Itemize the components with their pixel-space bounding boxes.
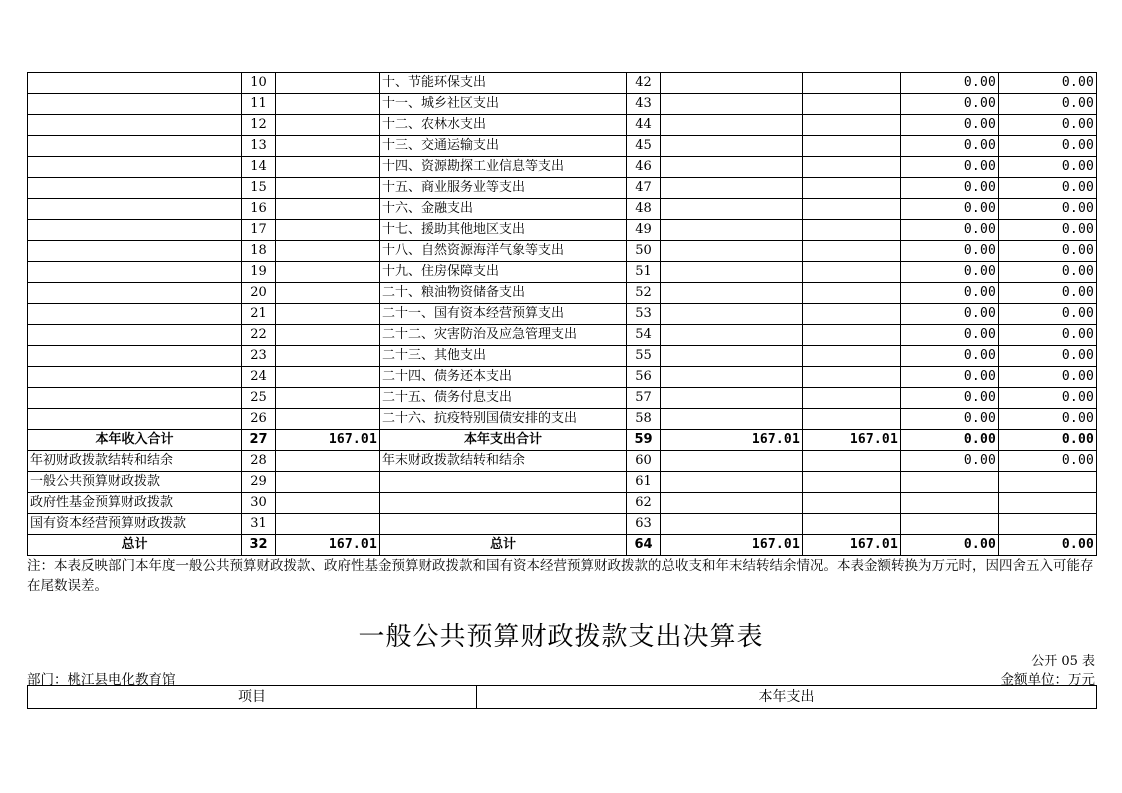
expense-general-budget (803, 283, 901, 304)
expense-item-name: 总计 (380, 535, 627, 556)
expense-total (661, 388, 803, 409)
income-amount (276, 514, 380, 535)
expense-general-budget: 167.01 (803, 430, 901, 451)
expense-general-budget (803, 73, 901, 94)
table-row (28, 514, 1097, 535)
expense-table-header (27, 685, 1097, 709)
expense-fund-budget: 0.00 (901, 346, 999, 367)
expense-total (661, 241, 803, 262)
expense-capital-budget: 0.00 (999, 283, 1097, 304)
expense-total (661, 451, 803, 472)
income-item-name: 政府性基金预算财政拨款 (28, 493, 242, 514)
fiscal-summary-table (27, 72, 1097, 556)
income-item-name (28, 178, 242, 199)
table-row (28, 136, 1097, 157)
expense-item-name: 二十一、国有资本经营预算支出 (380, 304, 627, 325)
expense-general-budget (803, 199, 901, 220)
expense-total (661, 325, 803, 346)
expense-capital-budget (999, 493, 1097, 514)
expense-fund-budget: 0.00 (901, 535, 999, 556)
expense-fund-budget: 0.00 (901, 241, 999, 262)
income-row-number: 31 (242, 514, 276, 535)
expense-general-budget (803, 493, 901, 514)
expense-capital-budget: 0.00 (999, 451, 1097, 472)
expense-row-number: 54 (627, 325, 661, 346)
income-row-number: 20 (242, 283, 276, 304)
table-row (28, 157, 1097, 178)
income-row-number: 29 (242, 472, 276, 493)
expense-total: 167.01 (661, 535, 803, 556)
expense-fund-budget: 0.00 (901, 283, 999, 304)
expense-general-budget (803, 220, 901, 241)
expense-row-number: 53 (627, 304, 661, 325)
income-amount (276, 346, 380, 367)
expense-capital-budget: 0.00 (999, 262, 1097, 283)
expense-item-name: 十四、资源勘探工业信息等支出 (380, 157, 627, 178)
expense-total (661, 94, 803, 115)
expense-fund-budget: 0.00 (901, 73, 999, 94)
expense-general-budget (803, 472, 901, 493)
table-row (28, 451, 1097, 472)
expense-total (661, 73, 803, 94)
expense-capital-budget: 0.00 (999, 136, 1097, 157)
income-row-number: 21 (242, 304, 276, 325)
expense-total (661, 472, 803, 493)
table-row (28, 199, 1097, 220)
expense-fund-budget: 0.00 (901, 136, 999, 157)
expense-fund-budget: 0.00 (901, 451, 999, 472)
income-item-name (28, 346, 242, 367)
expense-item-name: 二十五、债务付息支出 (380, 388, 627, 409)
table-row (28, 283, 1097, 304)
expense-fund-budget: 0.00 (901, 304, 999, 325)
income-item-name: 总计 (28, 535, 242, 556)
income-amount (276, 73, 380, 94)
income-item-name (28, 304, 242, 325)
expense-general-budget (803, 346, 901, 367)
expense-row-number: 49 (627, 220, 661, 241)
expense-row-number: 51 (627, 262, 661, 283)
expense-total (661, 136, 803, 157)
expense-row-number: 60 (627, 451, 661, 472)
expense-item-name: 十八、自然资源海洋气象等支出 (380, 241, 627, 262)
table-row (28, 325, 1097, 346)
expense-total (661, 283, 803, 304)
income-row-number: 32 (242, 535, 276, 556)
income-row-number: 11 (242, 94, 276, 115)
expense-general-budget (803, 388, 901, 409)
expense-capital-budget: 0.00 (999, 409, 1097, 430)
expense-capital-budget: 0.00 (999, 199, 1097, 220)
table-row (28, 262, 1097, 283)
expense-total (661, 346, 803, 367)
income-amount (276, 115, 380, 136)
income-amount (276, 241, 380, 262)
expense-fund-budget: 0.00 (901, 220, 999, 241)
expense-fund-budget (901, 514, 999, 535)
income-amount (276, 136, 380, 157)
expense-capital-budget: 0.00 (999, 241, 1097, 262)
expense-general-budget (803, 451, 901, 472)
expense-capital-budget: 0.00 (999, 73, 1097, 94)
income-item-name (28, 367, 242, 388)
income-amount (276, 388, 380, 409)
expense-row-number: 62 (627, 493, 661, 514)
table-row (28, 493, 1097, 514)
table-row (28, 388, 1097, 409)
expense-capital-budget (999, 514, 1097, 535)
expense-total (661, 178, 803, 199)
expense-row-number: 52 (627, 283, 661, 304)
expense-general-budget (803, 409, 901, 430)
income-item-name (28, 94, 242, 115)
income-amount (276, 451, 380, 472)
expense-row-number: 58 (627, 409, 661, 430)
income-row-number: 16 (242, 199, 276, 220)
expense-total (661, 367, 803, 388)
income-row-number: 25 (242, 388, 276, 409)
table-row (28, 220, 1097, 241)
income-item-name (28, 73, 242, 94)
expense-row-number: 44 (627, 115, 661, 136)
expense-row-number: 55 (627, 346, 661, 367)
income-item-name (28, 220, 242, 241)
table-row (28, 73, 1097, 94)
amount-unit-label: 金额单位：万元 (1000, 672, 1095, 688)
expense-row-number: 56 (627, 367, 661, 388)
income-item-name (28, 136, 242, 157)
income-item-name (28, 409, 242, 430)
income-amount (276, 493, 380, 514)
expense-fund-budget: 0.00 (901, 430, 999, 451)
income-row-number: 23 (242, 346, 276, 367)
expense-capital-budget: 0.00 (999, 325, 1097, 346)
expense-row-number: 50 (627, 241, 661, 262)
table-row (28, 241, 1097, 262)
income-row-number: 17 (242, 220, 276, 241)
income-item-name: 本年收入合计 (28, 430, 242, 451)
expense-item-name (380, 514, 627, 535)
income-amount (276, 199, 380, 220)
expense-total (661, 199, 803, 220)
expense-fund-budget (901, 472, 999, 493)
table-row (28, 367, 1097, 388)
table-note: 注：本表反映部门本年度一般公共预算财政拨款、政府性基金预算财政拨款和国有资本经营预算财政拨款的总收支和年末结转结余情况。本表金额转换为万元时，因四舍五入可能存在尾数误差。 (27, 558, 1094, 594)
expense-fund-budget: 0.00 (901, 157, 999, 178)
expense-fund-budget: 0.00 (901, 367, 999, 388)
expense-capital-budget: 0.00 (999, 367, 1097, 388)
expense-total (661, 115, 803, 136)
expense-total (661, 157, 803, 178)
expense-general-budget (803, 514, 901, 535)
expense-capital-budget: 0.00 (999, 535, 1097, 556)
expense-capital-budget: 0.00 (999, 304, 1097, 325)
expense-general-budget (803, 241, 901, 262)
expense-general-budget (803, 262, 901, 283)
expense-row-number: 47 (627, 178, 661, 199)
income-item-name: 一般公共预算财政拨款 (28, 472, 242, 493)
expense-fund-budget: 0.00 (901, 325, 999, 346)
income-item-name: 年初财政拨款结转和结余 (28, 451, 242, 472)
income-row-number: 12 (242, 115, 276, 136)
page-title: 一般公共预算财政拨款支出决算表 (358, 622, 764, 652)
table-row (28, 346, 1097, 367)
expense-total (661, 493, 803, 514)
expense-general-budget: 167.01 (803, 535, 901, 556)
income-item-name: 国有资本经营预算财政拨款 (28, 514, 242, 535)
expense-item-name: 十三、交通运输支出 (380, 136, 627, 157)
income-amount: 167.01 (276, 430, 380, 451)
expense-item-name: 二十、粮油物资储备支出 (380, 283, 627, 304)
department-label: 部门：桃江县电化教育馆 (27, 672, 176, 688)
expense-row-number: 42 (627, 73, 661, 94)
income-amount (276, 367, 380, 388)
expense-general-budget (803, 157, 901, 178)
expense-total (661, 262, 803, 283)
expense-total (661, 409, 803, 430)
expense-item-name: 年末财政拨款结转和结余 (380, 451, 627, 472)
expense-fund-budget (901, 493, 999, 514)
expense-general-budget (803, 94, 901, 115)
income-row-number: 13 (242, 136, 276, 157)
expense-row-number: 45 (627, 136, 661, 157)
table-row (28, 178, 1097, 199)
income-amount (276, 304, 380, 325)
expense-item-name: 十七、援助其他地区支出 (380, 220, 627, 241)
expense-fund-budget: 0.00 (901, 262, 999, 283)
expense-capital-budget: 0.00 (999, 220, 1097, 241)
expense-row-number: 64 (627, 535, 661, 556)
income-item-name (28, 199, 242, 220)
expense-item-name (380, 472, 627, 493)
expense-fund-budget: 0.00 (901, 199, 999, 220)
table-row (28, 94, 1097, 115)
expense-fund-budget: 0.00 (901, 388, 999, 409)
income-item-name (28, 283, 242, 304)
expense-capital-budget: 0.00 (999, 430, 1097, 451)
income-row-number: 30 (242, 493, 276, 514)
income-row-number: 14 (242, 157, 276, 178)
expense-fund-budget: 0.00 (901, 94, 999, 115)
income-row-number: 10 (242, 73, 276, 94)
table-row (28, 115, 1097, 136)
expense-capital-budget: 0.00 (999, 346, 1097, 367)
expense-general-budget (803, 115, 901, 136)
income-row-number: 19 (242, 262, 276, 283)
expense-row-number: 59 (627, 430, 661, 451)
income-amount: 167.01 (276, 535, 380, 556)
expense-row-number: 57 (627, 388, 661, 409)
table-row (28, 304, 1097, 325)
income-row-number: 18 (242, 241, 276, 262)
expense-total: 167.01 (661, 430, 803, 451)
table-row (28, 472, 1097, 493)
expense-capital-budget: 0.00 (999, 94, 1097, 115)
expense-row-number: 63 (627, 514, 661, 535)
expense-capital-budget (999, 472, 1097, 493)
expense-fund-budget: 0.00 (901, 409, 999, 430)
expense-item-name: 十六、金融支出 (380, 199, 627, 220)
expense-fund-budget: 0.00 (901, 115, 999, 136)
expense-general-budget (803, 136, 901, 157)
income-amount (276, 283, 380, 304)
expense-row-number: 61 (627, 472, 661, 493)
table-row (28, 409, 1097, 430)
expense-general-budget (803, 178, 901, 199)
table-row (28, 535, 1097, 556)
income-row-number: 27 (242, 430, 276, 451)
income-item-name (28, 115, 242, 136)
expense-row-number: 46 (627, 157, 661, 178)
expense-general-budget (803, 325, 901, 346)
table-row (28, 430, 1097, 451)
expense-capital-budget: 0.00 (999, 178, 1097, 199)
table-code: 公开 05 表 (1031, 654, 1095, 669)
expense-item-name: 十五、商业服务业等支出 (380, 178, 627, 199)
expense-row-number: 48 (627, 199, 661, 220)
income-amount (276, 178, 380, 199)
income-item-name (28, 157, 242, 178)
expense-capital-budget: 0.00 (999, 157, 1097, 178)
expense-item-name: 本年支出合计 (380, 430, 627, 451)
income-item-name (28, 262, 242, 283)
income-amount (276, 472, 380, 493)
income-item-name (28, 325, 242, 346)
income-amount (276, 325, 380, 346)
income-item-name (28, 241, 242, 262)
income-amount (276, 94, 380, 115)
expense-item-name: 二十三、其他支出 (380, 346, 627, 367)
income-item-name (28, 388, 242, 409)
income-amount (276, 262, 380, 283)
income-row-number: 24 (242, 367, 276, 388)
income-row-number: 26 (242, 409, 276, 430)
expense-general-budget (803, 367, 901, 388)
income-amount (276, 220, 380, 241)
expense-capital-budget: 0.00 (999, 115, 1097, 136)
income-row-number: 28 (242, 451, 276, 472)
expense-item-name: 十、节能环保支出 (380, 73, 627, 94)
expense-general-budget (803, 304, 901, 325)
expense-item-name: 二十四、债务还本支出 (380, 367, 627, 388)
expense-item-name: 十九、住房保障支出 (380, 262, 627, 283)
income-row-number: 15 (242, 178, 276, 199)
income-amount (276, 157, 380, 178)
expense-capital-budget: 0.00 (999, 388, 1097, 409)
income-row-number: 22 (242, 325, 276, 346)
column-header-item: 项目 (28, 686, 477, 709)
expense-total (661, 304, 803, 325)
column-header-expense: 本年支出 (477, 686, 1097, 709)
expense-item-name: 二十六、抗疫特别国债安排的支出 (380, 409, 627, 430)
expense-item-name (380, 493, 627, 514)
income-amount (276, 409, 380, 430)
expense-fund-budget: 0.00 (901, 178, 999, 199)
expense-total (661, 514, 803, 535)
expense-item-name: 二十二、灾害防治及应急管理支出 (380, 325, 627, 346)
expense-row-number: 43 (627, 94, 661, 115)
expense-item-name: 十一、城乡社区支出 (380, 94, 627, 115)
expense-item-name: 十二、农林水支出 (380, 115, 627, 136)
expense-total (661, 220, 803, 241)
